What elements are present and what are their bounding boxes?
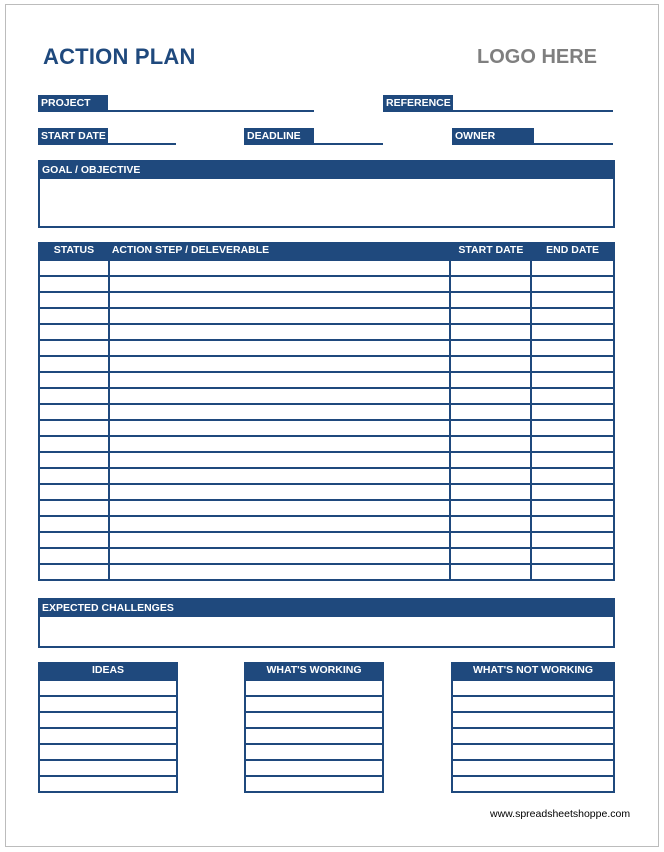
action-step-cell[interactable] [109,564,451,580]
start-date-cell[interactable] [450,532,531,548]
status-cell[interactable] [39,564,109,580]
action-step-cell[interactable] [109,388,451,404]
start-date-cell[interactable] [450,500,531,516]
challenges-label: EXPECTED CHALLENGES [40,600,613,617]
owner-label: OWNER [452,128,534,145]
list-cell[interactable] [39,744,177,760]
status-cell[interactable] [39,308,109,324]
page-title: ACTION PLAN [43,44,196,69]
list-cell[interactable] [39,776,177,792]
whats-not-working-table [451,662,615,793]
ideas-header: IDEAS [39,662,177,680]
end-date-cell[interactable] [531,548,614,564]
status-cell[interactable] [39,468,109,484]
list-item [245,760,383,776]
list-item [452,776,614,792]
list-item [245,728,383,744]
footer-url: www.spreadsheetshoppe.com [490,808,631,820]
start-date-cell[interactable] [450,324,531,340]
end-date-cell[interactable] [531,484,614,500]
action-steps-table [38,242,615,581]
action-step-cell[interactable] [109,340,451,356]
list-cell[interactable] [245,776,383,792]
end-date-cell[interactable] [531,532,614,548]
start-date-cell[interactable] [450,436,531,452]
list-item [452,744,614,760]
column-header-start-date: START DATE [450,242,531,260]
ideas-table [38,662,178,793]
status-cell[interactable] [39,532,109,548]
list-item [452,712,614,728]
whats-working-table [244,662,384,793]
list-cell[interactable] [39,680,177,696]
list-cell[interactable] [452,776,614,792]
list-cell[interactable] [245,760,383,776]
start-date-cell[interactable] [450,468,531,484]
list-item [452,696,614,712]
goal-box[interactable] [38,160,615,228]
end-date-cell[interactable] [531,276,614,292]
start-date-cell[interactable] [450,548,531,564]
whats-not-working-header: WHAT'S NOT WORKING [452,662,614,680]
list-cell[interactable] [452,696,614,712]
column-header-status: STATUS [39,242,109,260]
status-cell[interactable] [39,500,109,516]
end-date-cell[interactable] [531,420,614,436]
column-header-action-step: ACTION STEP / DELEVERABLE [109,242,451,260]
start-date-cell[interactable] [450,484,531,500]
action-step-cell[interactable] [109,372,451,388]
table-row [39,372,614,388]
table-row [39,388,614,404]
status-cell[interactable] [39,292,109,308]
list-cell[interactable] [245,712,383,728]
action-step-cell[interactable] [109,260,451,276]
list-cell[interactable] [452,712,614,728]
action-step-cell[interactable] [109,500,451,516]
list-cell[interactable] [452,760,614,776]
table-row [39,516,614,532]
action-step-cell[interactable] [109,292,451,308]
deadline-field[interactable] [314,128,383,145]
list-cell[interactable] [245,744,383,760]
table-row [39,292,614,308]
status-cell[interactable] [39,340,109,356]
status-cell[interactable] [39,260,109,276]
table-row [39,356,614,372]
start-date-cell[interactable] [450,452,531,468]
table-row [39,484,614,500]
action-step-cell[interactable] [109,324,451,340]
status-cell[interactable] [39,388,109,404]
table-row [39,324,614,340]
table-row [39,564,614,580]
start-date-cell[interactable] [450,564,531,580]
list-cell[interactable] [39,696,177,712]
end-date-cell[interactable] [531,516,614,532]
end-date-cell[interactable] [531,436,614,452]
end-date-cell[interactable] [531,356,614,372]
action-step-cell[interactable] [109,468,451,484]
list-item [452,680,614,696]
list-item [39,728,177,744]
status-cell[interactable] [39,404,109,420]
list-cell[interactable] [39,728,177,744]
action-step-cell[interactable] [109,452,451,468]
list-item [245,744,383,760]
start-date-cell[interactable] [450,372,531,388]
list-item [452,760,614,776]
list-item [39,680,177,696]
status-cell[interactable] [39,484,109,500]
action-step-cell[interactable] [109,484,451,500]
table-row [39,500,614,516]
end-date-cell[interactable] [531,564,614,580]
list-cell[interactable] [452,744,614,760]
start-date-cell[interactable] [450,276,531,292]
list-cell[interactable] [245,696,383,712]
table-row [39,340,614,356]
start-date-cell[interactable] [450,388,531,404]
goal-label: GOAL / OBJECTIVE [40,162,613,179]
start-date-cell[interactable] [450,340,531,356]
list-item [245,680,383,696]
end-date-cell[interactable] [531,388,614,404]
status-cell[interactable] [39,372,109,388]
start-date-field[interactable] [108,128,176,145]
end-date-cell[interactable] [531,452,614,468]
table-row [39,260,614,276]
start-date-cell[interactable] [450,308,531,324]
start-date-cell[interactable] [450,404,531,420]
list-item [39,776,177,792]
logo-placeholder: LOGO HERE [477,46,598,68]
list-cell[interactable] [452,680,614,696]
table-row [39,468,614,484]
list-item [452,728,614,744]
action-step-cell[interactable] [109,548,451,564]
status-cell[interactable] [39,452,109,468]
list-item [39,712,177,728]
table-row [39,548,614,564]
end-date-cell[interactable] [531,324,614,340]
list-item [39,744,177,760]
end-date-cell[interactable] [531,340,614,356]
action-step-cell[interactable] [109,308,451,324]
project-label: PROJECT [38,95,108,112]
end-date-cell[interactable] [531,372,614,388]
list-item [245,712,383,728]
table-row [39,404,614,420]
status-cell[interactable] [39,420,109,436]
start-date-cell[interactable] [450,356,531,372]
list-item [245,696,383,712]
action-step-cell[interactable] [109,516,451,532]
start-date-cell[interactable] [450,260,531,276]
list-item [245,776,383,792]
list-cell[interactable] [245,728,383,744]
status-cell[interactable] [39,436,109,452]
reference-field[interactable] [453,95,613,112]
start-date-cell[interactable] [450,420,531,436]
start-date-label: START DATE [38,128,108,145]
owner-field[interactable] [534,128,613,145]
table-row [39,276,614,292]
status-cell[interactable] [39,516,109,532]
table-row [39,532,614,548]
end-date-cell[interactable] [531,260,614,276]
list-item [39,696,177,712]
list-cell[interactable] [245,680,383,696]
list-cell[interactable] [39,760,177,776]
action-step-cell[interactable] [109,276,451,292]
list-cell[interactable] [452,728,614,744]
action-step-cell[interactable] [109,356,451,372]
action-step-cell[interactable] [109,436,451,452]
action-step-cell[interactable] [109,532,451,548]
status-cell[interactable] [39,324,109,340]
status-cell[interactable] [39,548,109,564]
table-row [39,420,614,436]
table-row [39,452,614,468]
list-item [39,760,177,776]
column-header-end-date: END DATE [531,242,614,260]
action-step-cell[interactable] [109,420,451,436]
steps-header-row [39,242,614,260]
table-row [39,436,614,452]
deadline-label: DEADLINE [244,128,314,145]
end-date-cell[interactable] [531,500,614,516]
end-date-cell[interactable] [531,468,614,484]
end-date-cell[interactable] [531,308,614,324]
start-date-cell[interactable] [450,292,531,308]
status-cell[interactable] [39,276,109,292]
end-date-cell[interactable] [531,404,614,420]
list-cell[interactable] [39,712,177,728]
end-date-cell[interactable] [531,292,614,308]
start-date-cell[interactable] [450,516,531,532]
reference-label: REFERENCE [383,95,453,112]
table-row [39,308,614,324]
whats-working-header: WHAT'S WORKING [245,662,383,680]
challenges-box[interactable] [38,598,615,648]
action-step-cell[interactable] [109,404,451,420]
status-cell[interactable] [39,356,109,372]
project-field[interactable] [108,95,314,112]
